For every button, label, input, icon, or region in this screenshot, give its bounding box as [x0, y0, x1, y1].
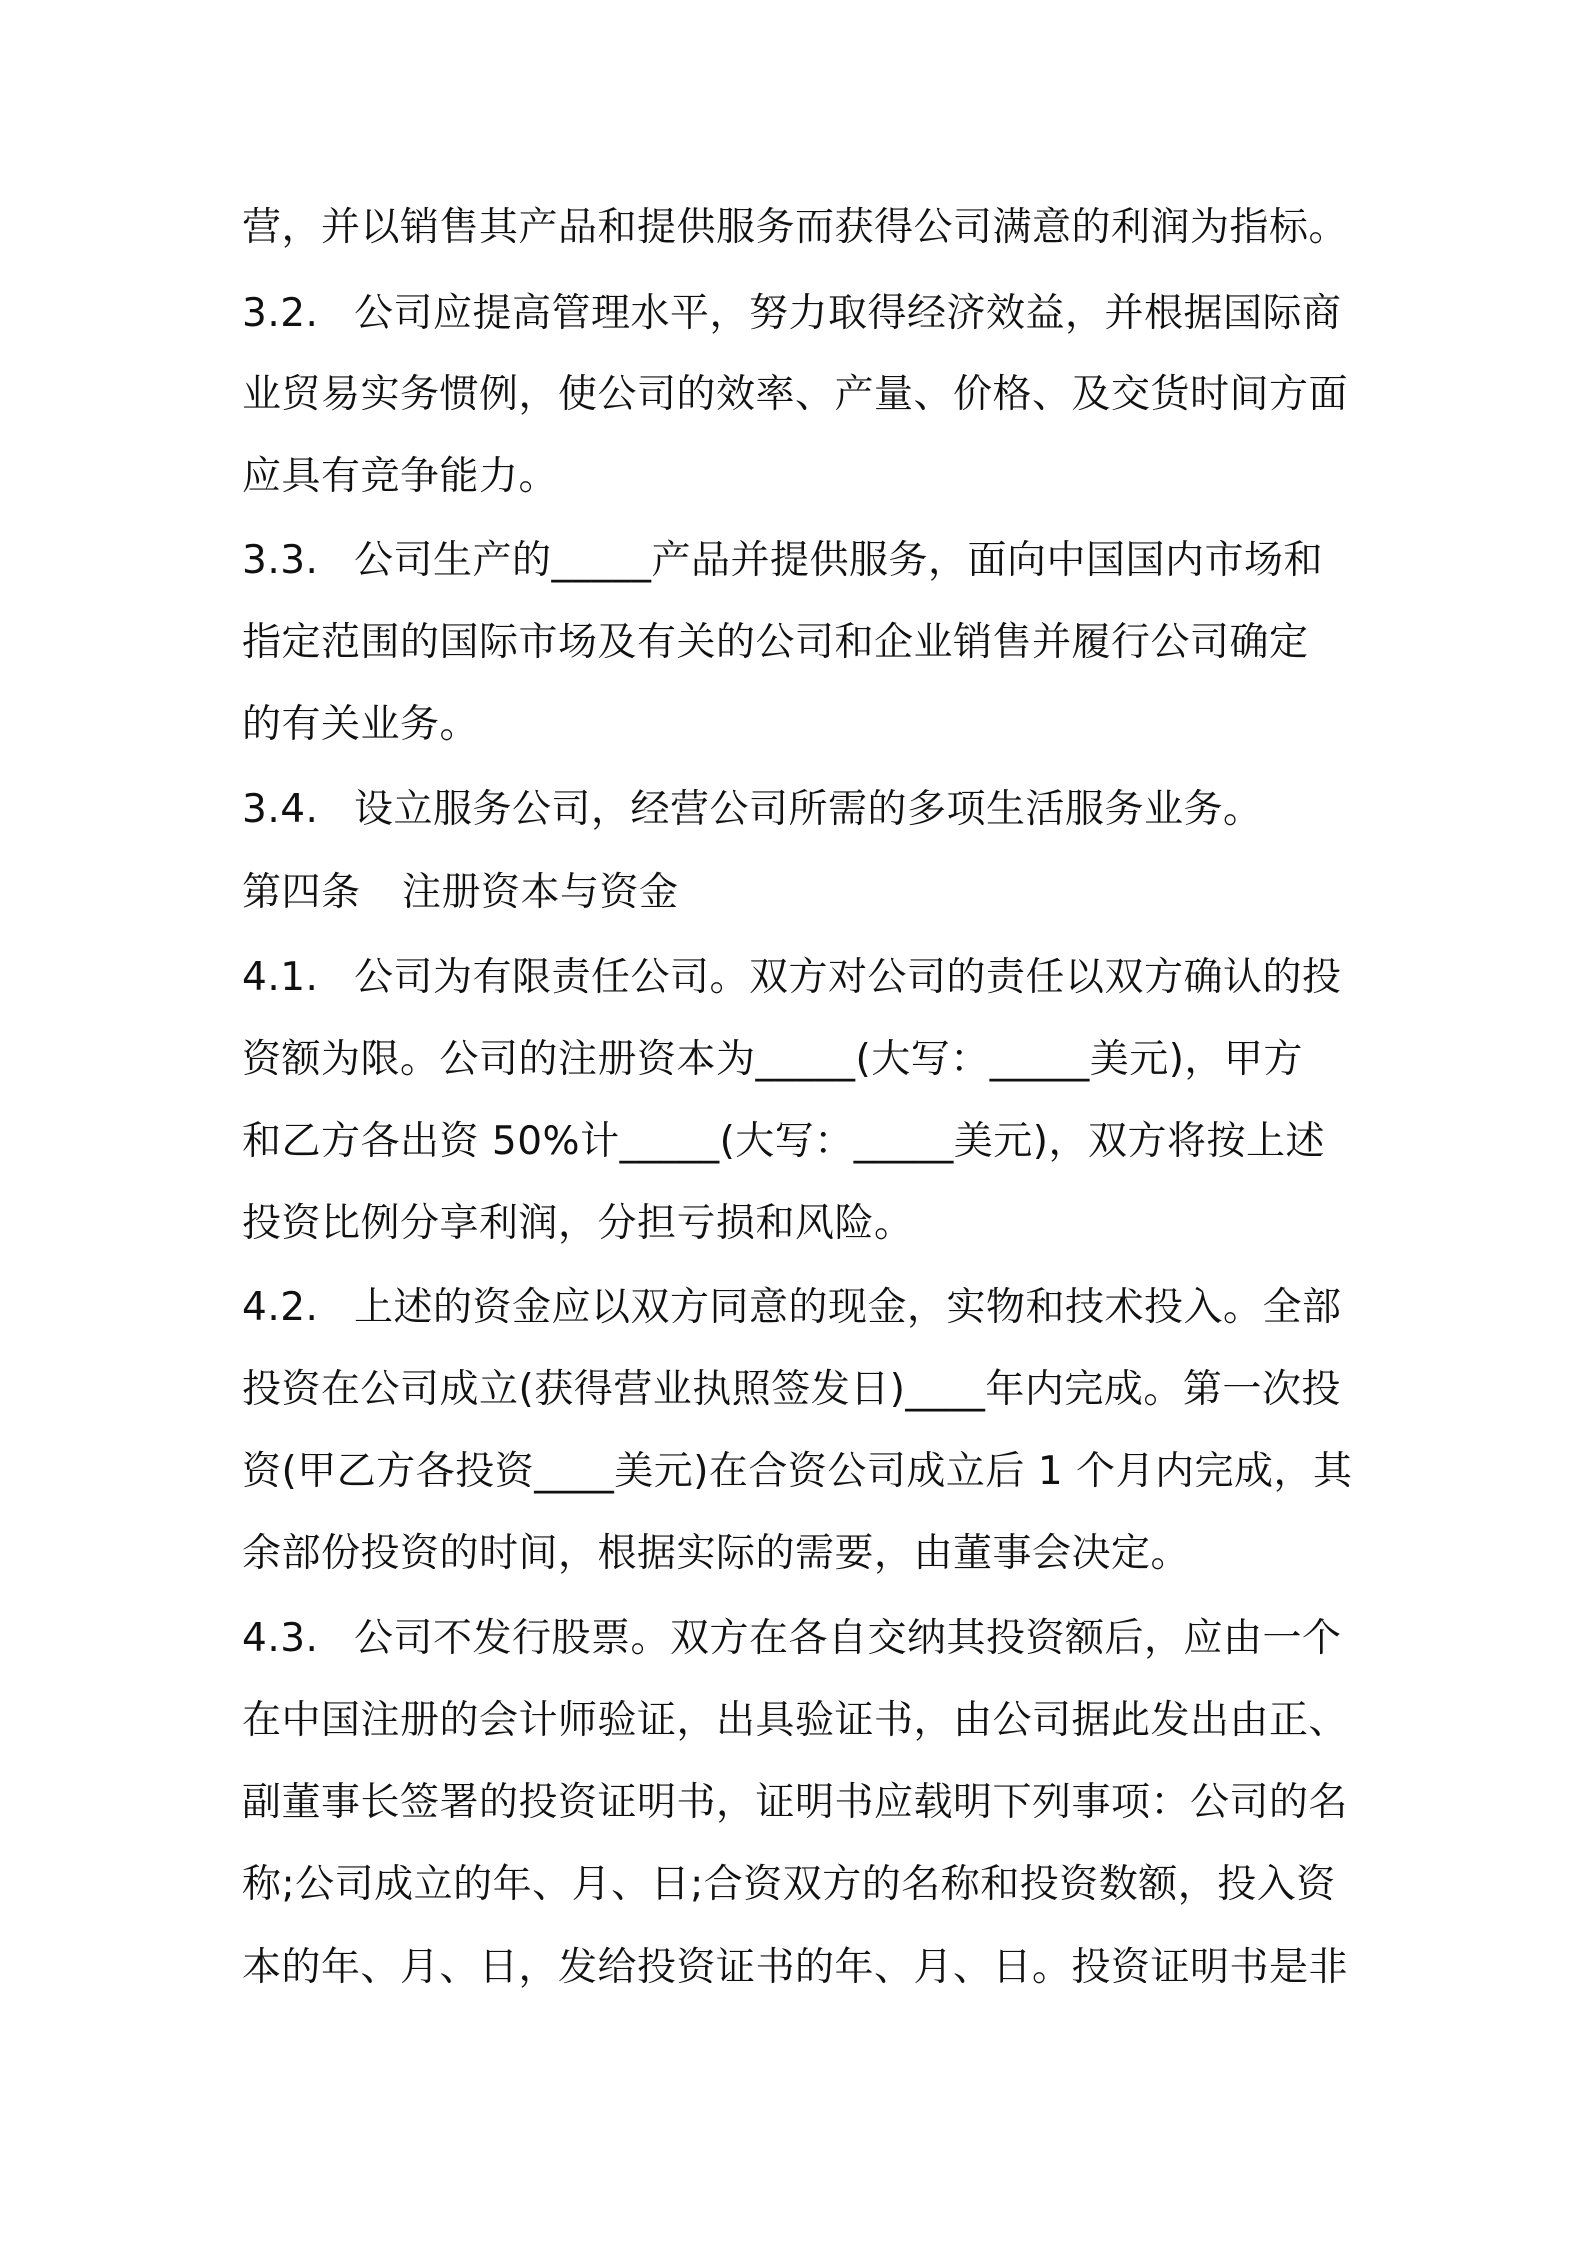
line-text: 的有关业务。 — [242, 702, 480, 747]
line-text: 投资在公司成立(获得营业执照签发日)____年内完成。第一次投 — [242, 1367, 1341, 1412]
line-text: 营，并以销售其产品和提供服务而获得公司满意的利润为指标。 — [242, 205, 1349, 250]
text-line — [242, 452, 1362, 502]
text-line — [242, 1696, 1362, 1746]
line-text: 本的年、月、日，发给投资证书的年、月、日。投资证明书是非 — [242, 1945, 1349, 1990]
line-text: 投资比例分享利润，分担亏损和风险。 — [242, 1201, 914, 1246]
text-line — [242, 1199, 1362, 1249]
text-line — [242, 1365, 1362, 1415]
line-text: 在中国注册的会计师验证，出具验证书，由公司据此发出由正、 — [242, 1698, 1349, 1743]
clause-number: 3.3. — [242, 538, 319, 583]
line-text: 上述的资金应以双方同意的现金，实物和技术投入。全部 — [354, 1285, 1342, 1330]
text-line — [242, 618, 1362, 668]
line-text: 余部份投资的时间，根据实际的需要，由董事会决定。 — [242, 1531, 1191, 1576]
line-text: 公司应提高管理水平，努力取得经济效益，并根据国际商 — [354, 291, 1342, 336]
clause-number: 3.4. — [242, 787, 319, 832]
text-line — [242, 1035, 1362, 1085]
text-line — [242, 1778, 1362, 1828]
line-text: 公司不发行股票。双方在各自交纳其投资额后，应由一个 — [354, 1616, 1342, 1661]
text-line — [242, 203, 1362, 253]
text-line — [242, 1860, 1362, 1910]
text-line — [242, 1117, 1362, 1167]
article-number: 第四条 — [242, 870, 361, 915]
clause-number: 4.2. — [242, 1285, 319, 1330]
line-text: 设立服务公司，经营公司所需的多项生活服务业务。 — [354, 787, 1263, 832]
text-line — [242, 1447, 1362, 1497]
line-text: 应具有竞争能力。 — [242, 454, 559, 499]
line-text: 公司生产的_____产品并提供服务，面向中国国内市场和 — [354, 538, 1324, 583]
line-text: 公司为有限责任公司。双方对公司的责任以双方确认的投 — [354, 955, 1342, 1000]
line-text: 业贸易实务惯例，使公司的效率、产量、价格、及交货时间方面 — [242, 372, 1349, 417]
text-line — [242, 1943, 1362, 1993]
clause-number: 4.3. — [242, 1616, 319, 1661]
text-line — [242, 370, 1362, 420]
line-text: 副董事长签署的投资证明书，证明书应载明下列事项：公司的名 — [242, 1780, 1349, 1825]
clause-number: 3.2. — [242, 291, 319, 336]
clause-line — [242, 289, 1362, 339]
clause-line — [242, 1283, 1362, 1333]
line-text: 资额为限。公司的注册资本为_____(大写：_____美元)，甲方 — [242, 1037, 1303, 1082]
line-text: 资(甲乙方各投资____美元)在合资公司成立后 1 个月内完成，其 — [242, 1449, 1353, 1494]
line-text: 指定范围的国际市场及有关的公司和企业销售并履行公司确定 — [242, 620, 1309, 665]
clause-line — [242, 1614, 1362, 1664]
clause-number: 4.1. — [242, 955, 319, 1000]
line-text: 和乙方各出资 50%计_____(大写：_____美元)，双方将按上述 — [242, 1119, 1326, 1164]
article-title: 注册资本与资金 — [402, 870, 679, 915]
article-heading — [242, 868, 1362, 918]
line-text: 称;公司成立的年、月、日;合资双方的名称和投资数额，投入资 — [242, 1862, 1336, 1907]
text-line — [242, 1529, 1362, 1579]
clause-line — [242, 785, 1362, 835]
clause-line — [242, 536, 1362, 586]
clause-line — [242, 953, 1362, 1003]
text-line — [242, 700, 1362, 750]
